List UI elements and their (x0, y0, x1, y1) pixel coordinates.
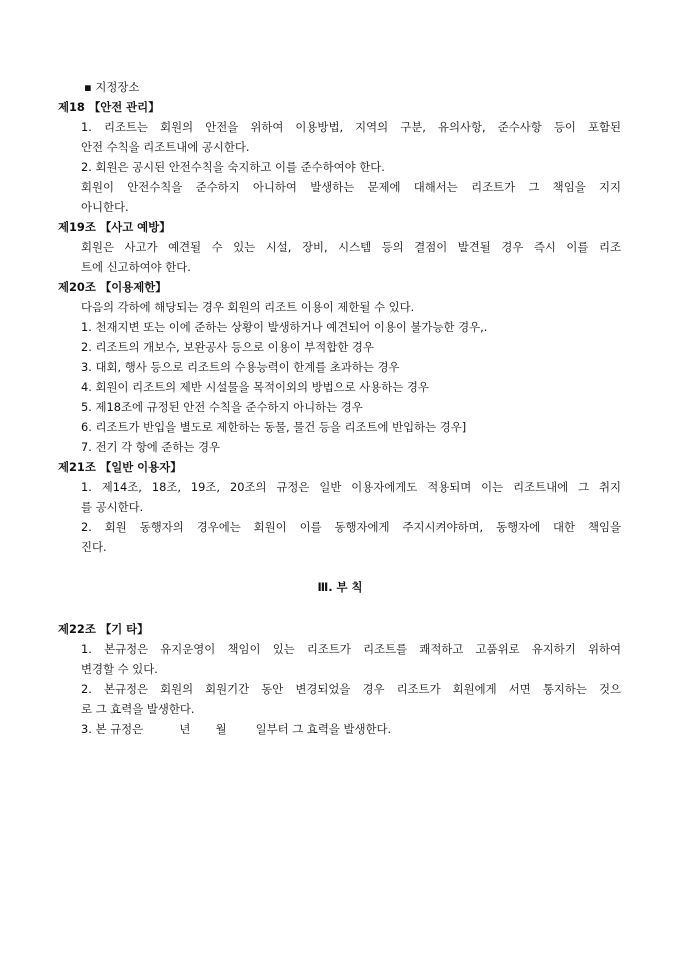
article-20-item: 1. 천재지변 또는 이에 준하는 상황이 발생하거나 예견되어 이용이 불가능한 경우,. (81, 320, 488, 334)
article-20-intro: 다음의 각하에 해당되는 경우 회원의 리조트 이용이 제한될 수 있다. (81, 300, 415, 314)
article-19-line-1: 회원은 사고가 예견될 수 있는 시설, 장비, 시스템 등의 결점이 발견될 경우 즉시 이를 리조 (81, 240, 621, 254)
article-20-heading: 제20조 【이용제한】 (58, 280, 167, 294)
location-item: ▪ 지정장소 (84, 80, 140, 94)
article-18-item-1-line-2: 안전 수칙을 리조트내에 공시한다. (81, 140, 250, 154)
chapter-title: Ⅲ. 부 칙 (317, 580, 363, 594)
article-19-line-2: 트에 신고하여야 한다. (81, 260, 191, 274)
article-21-heading: 제21조 【일반 이용자】 (58, 460, 182, 474)
article-18-item-2: 2. 회원은 공시된 안전수칙을 숙지하고 이를 준수하여야 한다. (81, 160, 385, 174)
article-22-item-3: 3. 본 규정은 년 월 일부터 그 효력을 발생한다. (81, 722, 392, 736)
article-18-paragraph-line-2: 아니한다. (81, 200, 129, 214)
article-22-item-1-line-1: 1. 본규정은 유지운영이 책임이 있는 리조트가 리조트를 쾌적하고 고품위로 유지하기 위하여 (81, 642, 621, 656)
article-21-item-1-line-1: 1. 제14조, 18조, 19조, 20조의 규정은 일반 이용자에게도 적용되며 이는 리조트내에 그 취지 (81, 480, 621, 494)
article-21-item-2-line-2: 진다. (81, 540, 107, 554)
article-19-heading: 제19조 【사고 예방】 (58, 220, 171, 234)
article-20-item: 2. 리조트의 개보수, 보완공사 등으로 이용이 부적합한 경우 (81, 340, 374, 354)
article-20-item: 4. 회원이 리조트의 제반 시설물을 목적이외의 방법으로 사용하는 경우 (81, 380, 429, 394)
article-22-item-2-line-1: 2. 본규정은 회원의 회원기간 동안 변경되었을 경우 리조트가 회원에게 서면 통지하는 것으 (81, 682, 621, 696)
article-22-item-1-line-2: 변경할 수 있다. (81, 662, 158, 676)
article-20-item: 7. 전기 각 항에 준하는 경우 (81, 440, 221, 454)
article-21-item-1-line-2: 를 공시한다. (81, 500, 144, 514)
article-20-item: 3. 대회, 행사 등으로 리조트의 수용능력이 한계를 초과하는 경우 (81, 360, 400, 374)
article-20-item: 5. 제18조에 규정된 안전 수칙을 준수하지 아니하는 경우 (81, 400, 363, 414)
article-18-paragraph-line-1: 회원이 안전수칙을 준수하지 아니하여 발생하는 문제에 대해서는 리조트가 그 책임을 지지 (81, 180, 621, 194)
article-20-item: 6. 리조트가 반입을 별도로 제한하는 동물, 물건 등을 리조트에 반입하는 경우] (81, 420, 467, 434)
article-22-item-2-line-2: 로 그 효력을 발생한다. (81, 702, 195, 716)
article-21-item-2-line-1: 2. 회원 동행자의 경우에는 회원이 이를 동행자에게 주지시켜야하며, 동행자에 대한 책임을 (81, 520, 621, 534)
article-22-heading: 제22조 【기 타】 (58, 622, 149, 636)
article-18-item-1-line-1: 1. 리조트는 회원의 안전을 위하여 이용방법, 지역의 구분, 유의사항, 준수사항 등이 포함된 (81, 120, 621, 134)
article-18-heading: 제18 【안전 관리】 (58, 100, 160, 114)
